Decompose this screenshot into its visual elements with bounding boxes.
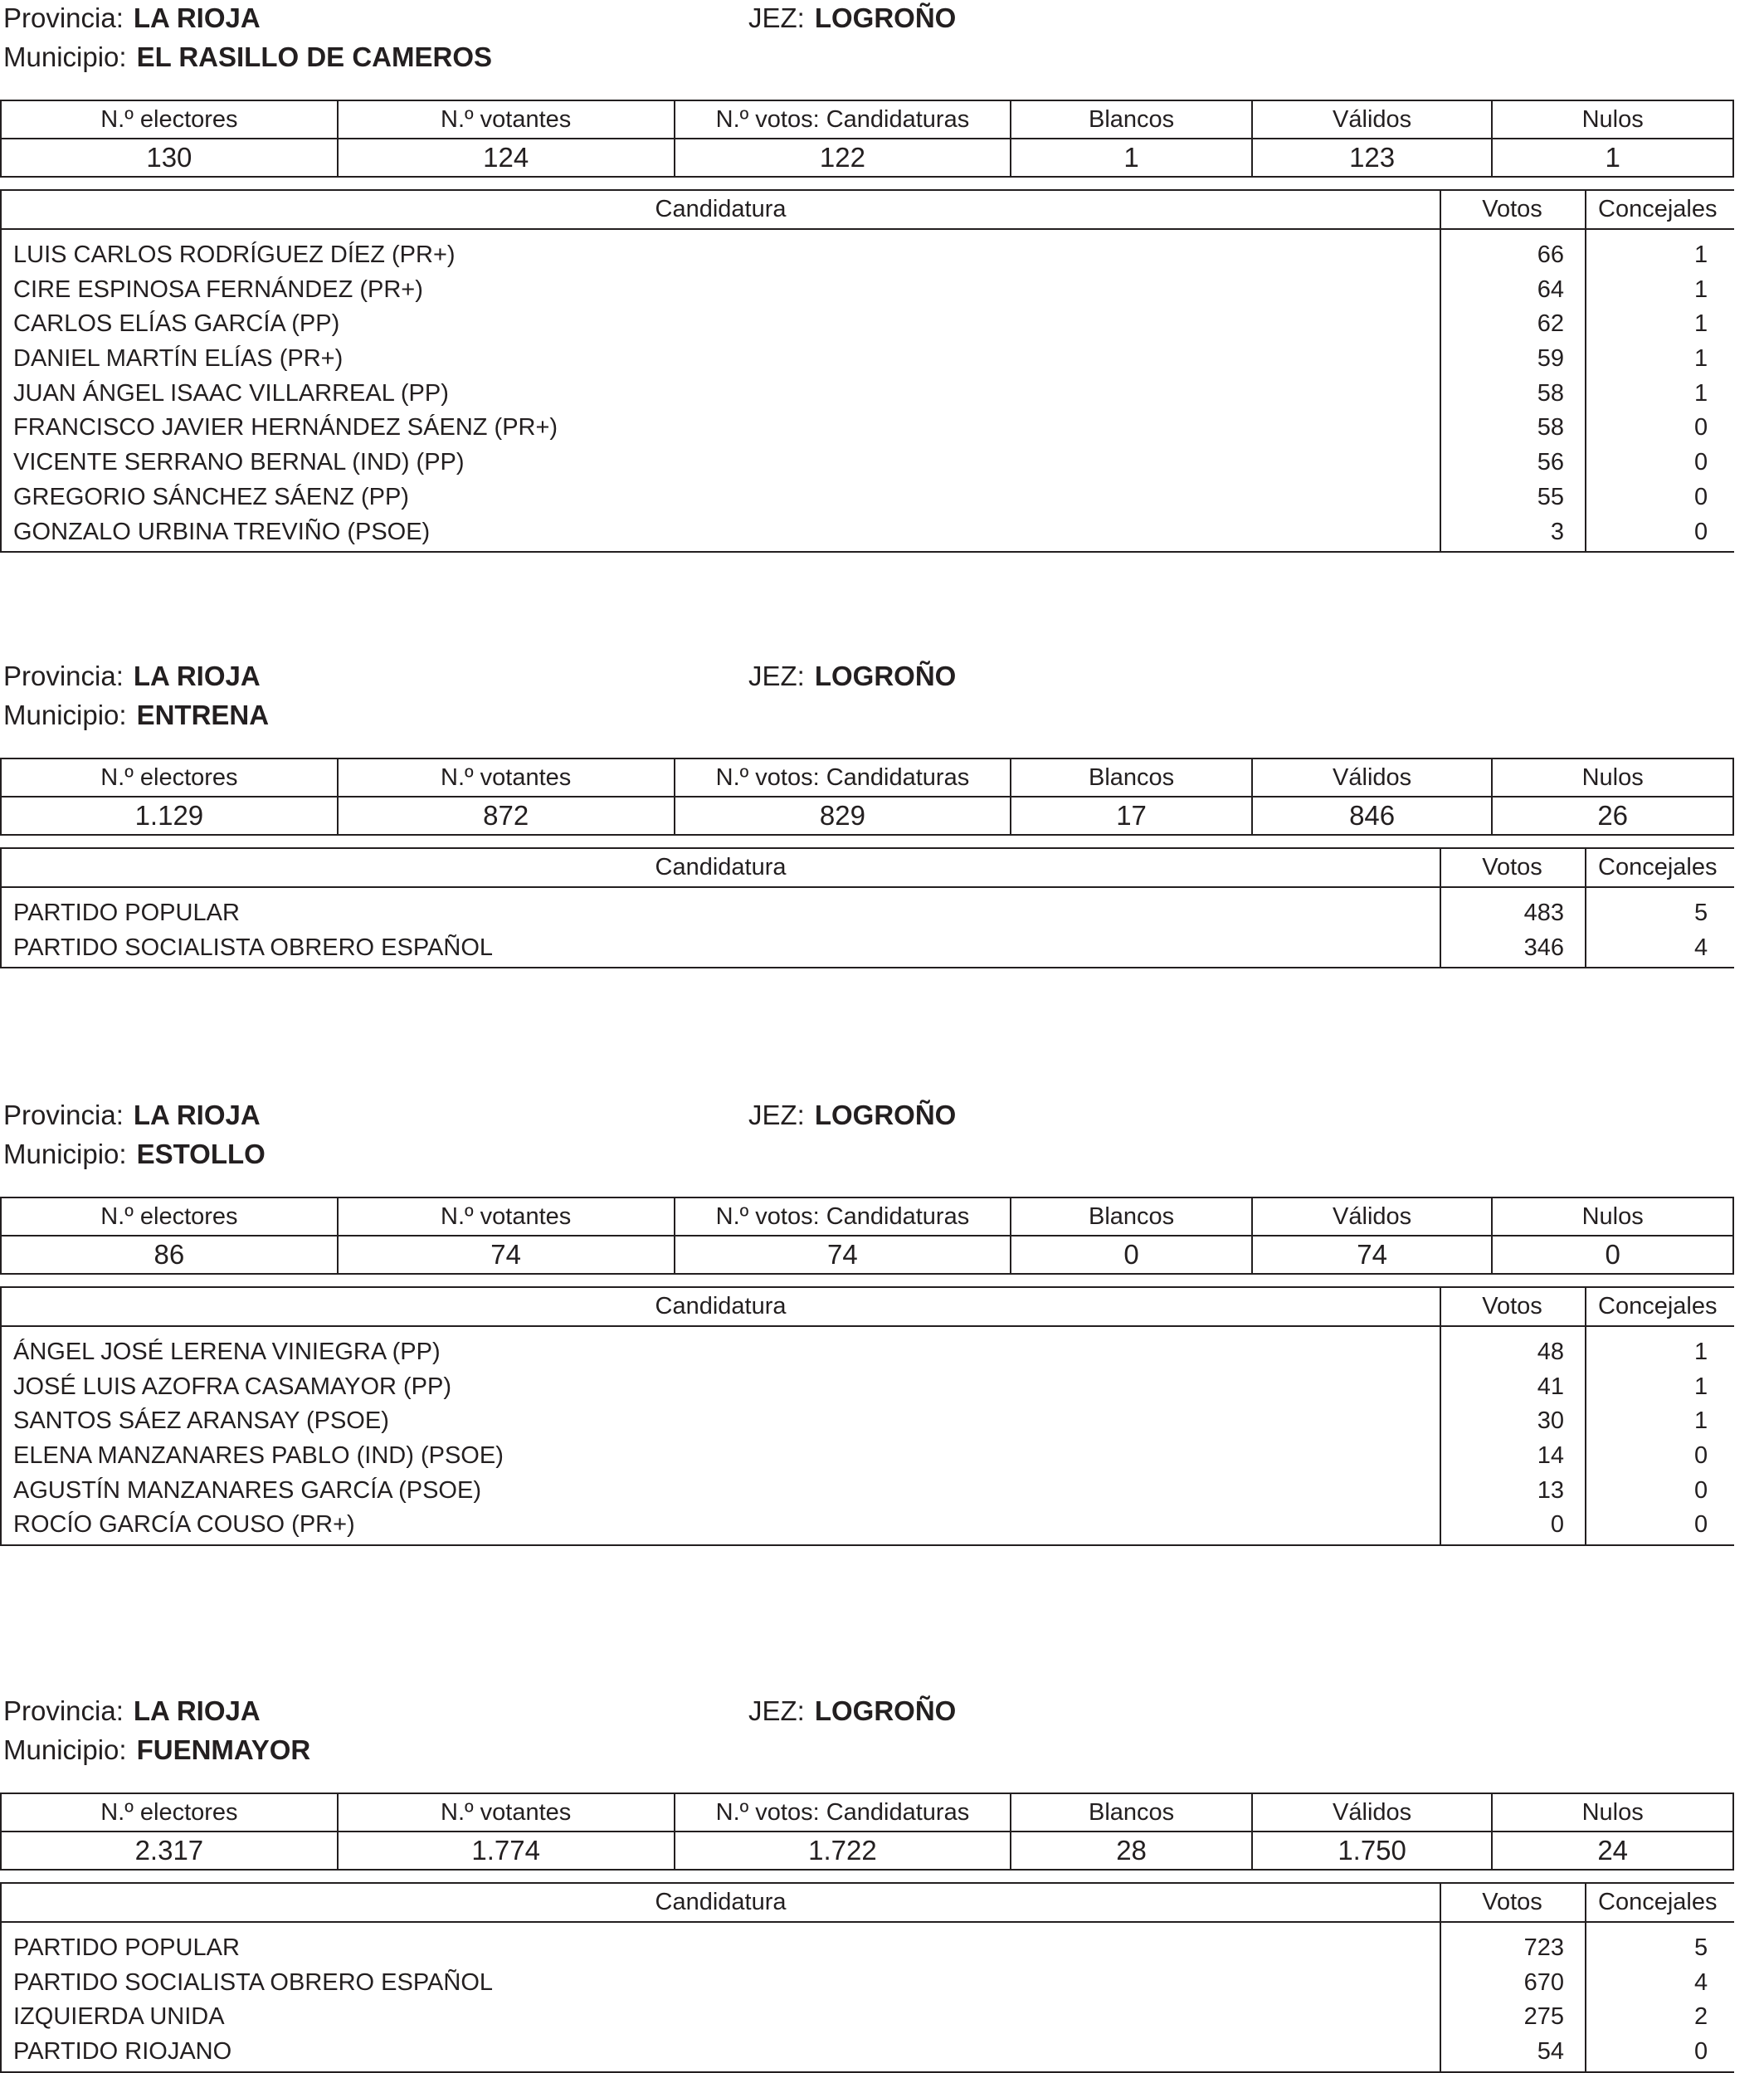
stats-value-cell: 74	[675, 1236, 1011, 1274]
candidate-votes: 56	[1537, 449, 1564, 476]
candidates-table	[0, 1882, 1734, 2073]
municipio-value: ENTRENA	[136, 700, 270, 730]
candidate-name: PARTIDO SOCIALISTA OBRERO ESPAÑOL	[13, 1968, 494, 1996]
provincia-label: Provincia:	[3, 661, 124, 691]
candidate-votes: 48	[1537, 1339, 1564, 1365]
candidate-row	[2, 896, 1734, 931]
jez-label: JEZ:	[748, 2, 805, 33]
candidate-concejales: 0	[1694, 518, 1708, 545]
stats-header-cell: Blancos	[1011, 1793, 1252, 1832]
candidatura-header: Candidatura	[655, 1293, 787, 1319]
candidate-row	[2, 515, 1734, 550]
stats-header-row	[1, 1197, 1733, 1236]
candidate-name: PARTIDO POPULAR	[13, 900, 240, 926]
jez-value: LOGROÑO	[814, 1695, 957, 1726]
municipio-line	[3, 1138, 266, 1171]
candidate-name: PARTIDO POPULAR	[13, 1934, 240, 1961]
candidate-concejales: 1	[1694, 1339, 1708, 1365]
candidate-concejales: 1	[1694, 276, 1708, 303]
candidate-concejales: 0	[1694, 483, 1708, 510]
candidates-body	[2, 230, 1734, 551]
candidate-concejales: 0	[1694, 1476, 1708, 1504]
stats-value-cell: 846	[1252, 797, 1493, 835]
stats-header-cell: Nulos	[1492, 1197, 1733, 1236]
jez-value: LOGROÑO	[814, 661, 957, 691]
stats-value-cell: 1.722	[675, 1832, 1011, 1870]
municipio-line	[3, 699, 269, 732]
candidate-row	[2, 1370, 1734, 1405]
candidate-row	[2, 342, 1734, 377]
candidate-name: ÁNGEL JOSÉ LERENA VINIEGRA (PP)	[13, 1339, 441, 1365]
stats-value-cell: 17	[1011, 797, 1252, 835]
stats-header-cell: N.º votantes	[338, 1197, 675, 1236]
stats-table	[0, 758, 1734, 836]
candidate-name: CIRE ESPINOSA FERNÁNDEZ (PR+)	[13, 276, 423, 303]
stats-header-cell: N.º votos: Candidaturas	[675, 100, 1011, 139]
stats-header-cell: N.º votos: Candidaturas	[675, 758, 1011, 797]
stats-header-cell: Nulos	[1492, 1793, 1733, 1832]
candidate-row	[2, 307, 1734, 342]
candidate-concejales: 0	[1694, 449, 1708, 476]
candidate-name: JUAN ÁNGEL ISAAC VILLARREAL (PP)	[13, 379, 449, 407]
stats-value-cell: 1.774	[338, 1832, 675, 1870]
candidate-concejales: 5	[1694, 1934, 1708, 1961]
jez-value: LOGROÑO	[814, 2, 957, 33]
stats-value-cell: 130	[1, 139, 338, 177]
candidate-name: PARTIDO SOCIALISTA OBRERO ESPAÑOL	[13, 934, 494, 961]
stats-value-cell: 124	[338, 139, 675, 177]
municipio-line	[3, 41, 492, 74]
candidate-row	[2, 2035, 1734, 2070]
stats-value-cell: 1	[1011, 139, 1252, 177]
candidates-table	[0, 847, 1734, 968]
candidate-row	[2, 377, 1734, 412]
provincia-line	[3, 1099, 261, 1132]
candidate-row	[2, 1439, 1734, 1474]
candidates-table	[0, 189, 1734, 553]
provincia-value: LA RIOJA	[133, 1695, 261, 1726]
stats-value-cell: 872	[338, 797, 675, 835]
candidate-row	[2, 446, 1734, 480]
candidate-row	[2, 2000, 1734, 2035]
stats-header-cell: Blancos	[1011, 100, 1252, 139]
votos-header: Votos	[1482, 196, 1542, 222]
stats-value-cell: 2.317	[1, 1832, 338, 1870]
candidate-row	[2, 1966, 1734, 2001]
stats-table	[0, 1793, 1734, 1871]
stats-header-cell: N.º votantes	[338, 1793, 675, 1832]
candidates-header-row	[2, 1884, 1734, 1923]
candidate-votes: 670	[1523, 1968, 1564, 1996]
candidatura-header: Candidatura	[655, 196, 787, 222]
candidate-concejales: 1	[1694, 345, 1708, 373]
municipio-label: Municipio:	[3, 1734, 127, 1765]
candidate-row	[2, 238, 1734, 273]
candidate-votes: 3	[1550, 518, 1564, 545]
candidate-row	[2, 1335, 1734, 1370]
stats-header-cell: N.º electores	[1, 100, 338, 139]
candidate-name: GONZALO URBINA TREVIÑO (PSOE)	[13, 518, 431, 545]
stats-value-row	[1, 139, 1733, 177]
candidate-votes: 14	[1537, 1442, 1564, 1470]
candidates-body	[2, 1923, 1734, 2071]
stats-header-cell: Nulos	[1492, 100, 1733, 139]
candidate-votes: 41	[1537, 1373, 1564, 1400]
candidate-votes: 275	[1523, 2003, 1564, 2031]
candidate-name: FRANCISCO JAVIER HERNÁNDEZ SÁENZ (PR+)	[13, 414, 558, 441]
stats-value-cell: 122	[675, 139, 1011, 177]
candidatura-header: Candidatura	[655, 1889, 787, 1915]
concejales-header: Concejales	[1598, 196, 1718, 222]
candidate-votes: 30	[1537, 1407, 1564, 1435]
candidate-votes: 59	[1537, 345, 1564, 373]
stats-header-cell: N.º electores	[1, 1793, 338, 1832]
municipio-label: Municipio:	[3, 41, 127, 72]
concejales-header: Concejales	[1598, 1889, 1718, 1915]
candidate-votes: 62	[1537, 310, 1564, 338]
provincia-value: LA RIOJA	[133, 1100, 261, 1130]
stats-header-row	[1, 1793, 1733, 1832]
candidate-concejales: 1	[1694, 379, 1708, 407]
candidate-votes: 54	[1537, 2038, 1564, 2066]
jez-line	[748, 1695, 956, 1728]
provincia-value: LA RIOJA	[133, 661, 261, 691]
stats-header-cell: Blancos	[1011, 1197, 1252, 1236]
stats-value-row	[1, 1832, 1733, 1870]
candidate-votes: 58	[1537, 414, 1564, 441]
stats-value-cell: 0	[1492, 1236, 1733, 1274]
candidate-name: GREGORIO SÁNCHEZ SÁENZ (PP)	[13, 483, 409, 510]
stats-header-cell: Válidos	[1252, 1793, 1493, 1832]
stats-value-cell: 24	[1492, 1832, 1733, 1870]
jez-label: JEZ:	[748, 1100, 805, 1130]
candidates-header-row	[2, 191, 1734, 230]
candidate-votes: 0	[1550, 1511, 1564, 1539]
candidate-name: ROCÍO GARCÍA COUSO (PR+)	[13, 1511, 355, 1539]
provincia-label: Provincia:	[3, 2, 124, 33]
provincia-line	[3, 2, 261, 35]
candidate-name: DANIEL MARTÍN ELÍAS (PR+)	[13, 345, 344, 373]
municipio-value: EL RASILLO DE CAMEROS	[136, 41, 492, 72]
candidate-row	[2, 411, 1734, 446]
stats-header-cell: N.º votos: Candidaturas	[675, 1793, 1011, 1832]
stats-value-cell: 1.750	[1252, 1832, 1493, 1870]
stats-header-cell: Válidos	[1252, 758, 1493, 797]
concejales-header: Concejales	[1598, 854, 1718, 880]
candidate-concejales: 0	[1694, 1511, 1708, 1539]
stats-header-cell: Válidos	[1252, 100, 1493, 139]
jez-line	[748, 660, 956, 693]
candidate-name: CARLOS ELÍAS GARCÍA (PP)	[13, 310, 340, 338]
candidate-row	[2, 480, 1734, 515]
candidate-concejales: 5	[1694, 900, 1708, 926]
candidate-votes: 483	[1523, 900, 1564, 926]
provincia-line	[3, 660, 261, 693]
stats-value-cell: 1.129	[1, 797, 338, 835]
candidates-header-row	[2, 849, 1734, 888]
stats-header-cell: N.º electores	[1, 1197, 338, 1236]
candidate-name: VICENTE SERRANO BERNAL (IND) (PP)	[13, 449, 465, 476]
candidate-votes: 346	[1523, 934, 1564, 961]
candidate-votes: 64	[1537, 276, 1564, 303]
votos-header: Votos	[1482, 854, 1542, 880]
stats-value-cell: 123	[1252, 139, 1493, 177]
stats-header-cell: N.º votantes	[338, 100, 675, 139]
candidate-name: ELENA MANZANARES PABLO (IND) (PSOE)	[13, 1442, 504, 1470]
candidate-concejales: 4	[1694, 934, 1708, 961]
candidate-concejales: 0	[1694, 414, 1708, 441]
jez-label: JEZ:	[748, 661, 805, 691]
stats-value-row	[1, 1236, 1733, 1274]
stats-header-cell: N.º votos: Candidaturas	[675, 1197, 1011, 1236]
stats-value-cell: 86	[1, 1236, 338, 1274]
stats-header-row	[1, 100, 1733, 139]
jez-line	[748, 1099, 956, 1132]
provincia-label: Provincia:	[3, 1100, 124, 1130]
provincia-line	[3, 1695, 261, 1728]
candidate-concejales: 0	[1694, 1442, 1708, 1470]
candidate-name: AGUSTÍN MANZANARES GARCÍA (PSOE)	[13, 1476, 481, 1504]
jez-value: LOGROÑO	[814, 1100, 957, 1130]
stats-value-cell: 1	[1492, 139, 1733, 177]
candidates-body	[2, 888, 1734, 967]
provincia-value: LA RIOJA	[133, 2, 261, 33]
candidate-name: SANTOS SÁEZ ARANSAY (PSOE)	[13, 1407, 389, 1435]
stats-header-cell: Blancos	[1011, 758, 1252, 797]
municipio-line	[3, 1734, 310, 1767]
municipio-label: Municipio:	[3, 1139, 127, 1169]
candidate-concejales: 0	[1694, 2038, 1708, 2066]
stats-value-cell: 74	[338, 1236, 675, 1274]
stats-header-cell: N.º electores	[1, 758, 338, 797]
candidate-name: JOSÉ LUIS AZOFRA CASAMAYOR (PP)	[13, 1373, 452, 1400]
candidate-concejales: 1	[1694, 1373, 1708, 1400]
candidates-header-row	[2, 1288, 1734, 1327]
stats-table	[0, 100, 1734, 178]
stats-header-cell: Válidos	[1252, 1197, 1493, 1236]
candidate-concejales: 1	[1694, 310, 1708, 338]
candidate-votes: 55	[1537, 483, 1564, 510]
stats-header-row	[1, 758, 1733, 797]
candidate-name: PARTIDO RIOJANO	[13, 2038, 232, 2066]
stats-value-cell: 829	[675, 797, 1011, 835]
jez-label: JEZ:	[748, 1695, 805, 1726]
stats-table	[0, 1197, 1734, 1275]
stats-value-row	[1, 797, 1733, 835]
candidate-votes: 13	[1537, 1476, 1564, 1504]
candidate-votes: 58	[1537, 379, 1564, 407]
stats-value-cell: 28	[1011, 1832, 1252, 1870]
votos-header: Votos	[1482, 1889, 1542, 1915]
candidate-row	[2, 273, 1734, 308]
candidate-concejales: 1	[1694, 241, 1708, 268]
candidate-row	[2, 1474, 1734, 1509]
candidate-votes: 66	[1537, 241, 1564, 268]
municipio-value: FUENMAYOR	[136, 1734, 311, 1765]
candidate-row	[2, 931, 1734, 966]
provincia-label: Provincia:	[3, 1695, 124, 1726]
candidate-concejales: 2	[1694, 2003, 1708, 2031]
stats-value-cell: 26	[1492, 797, 1733, 835]
jez-line	[748, 2, 956, 35]
candidate-name: LUIS CARLOS RODRÍGUEZ DÍEZ (PR+)	[13, 241, 456, 268]
candidate-concejales: 1	[1694, 1407, 1708, 1435]
stats-header-cell: Nulos	[1492, 758, 1733, 797]
candidate-concejales: 4	[1694, 1968, 1708, 1996]
candidates-table	[0, 1286, 1734, 1546]
candidate-row	[2, 1404, 1734, 1439]
candidate-row	[2, 1931, 1734, 1966]
municipio-value: ESTOLLO	[136, 1139, 266, 1169]
stats-value-cell: 74	[1252, 1236, 1493, 1274]
municipio-label: Municipio:	[3, 700, 127, 730]
votos-header: Votos	[1482, 1293, 1542, 1319]
candidatura-header: Candidatura	[655, 854, 787, 880]
candidate-row	[2, 1508, 1734, 1543]
stats-value-cell: 0	[1011, 1236, 1252, 1274]
candidate-name: IZQUIERDA UNIDA	[13, 2003, 225, 2031]
candidate-votes: 723	[1523, 1934, 1564, 1961]
candidates-body	[2, 1327, 1734, 1544]
concejales-header: Concejales	[1598, 1293, 1718, 1319]
stats-header-cell: N.º votantes	[338, 758, 675, 797]
